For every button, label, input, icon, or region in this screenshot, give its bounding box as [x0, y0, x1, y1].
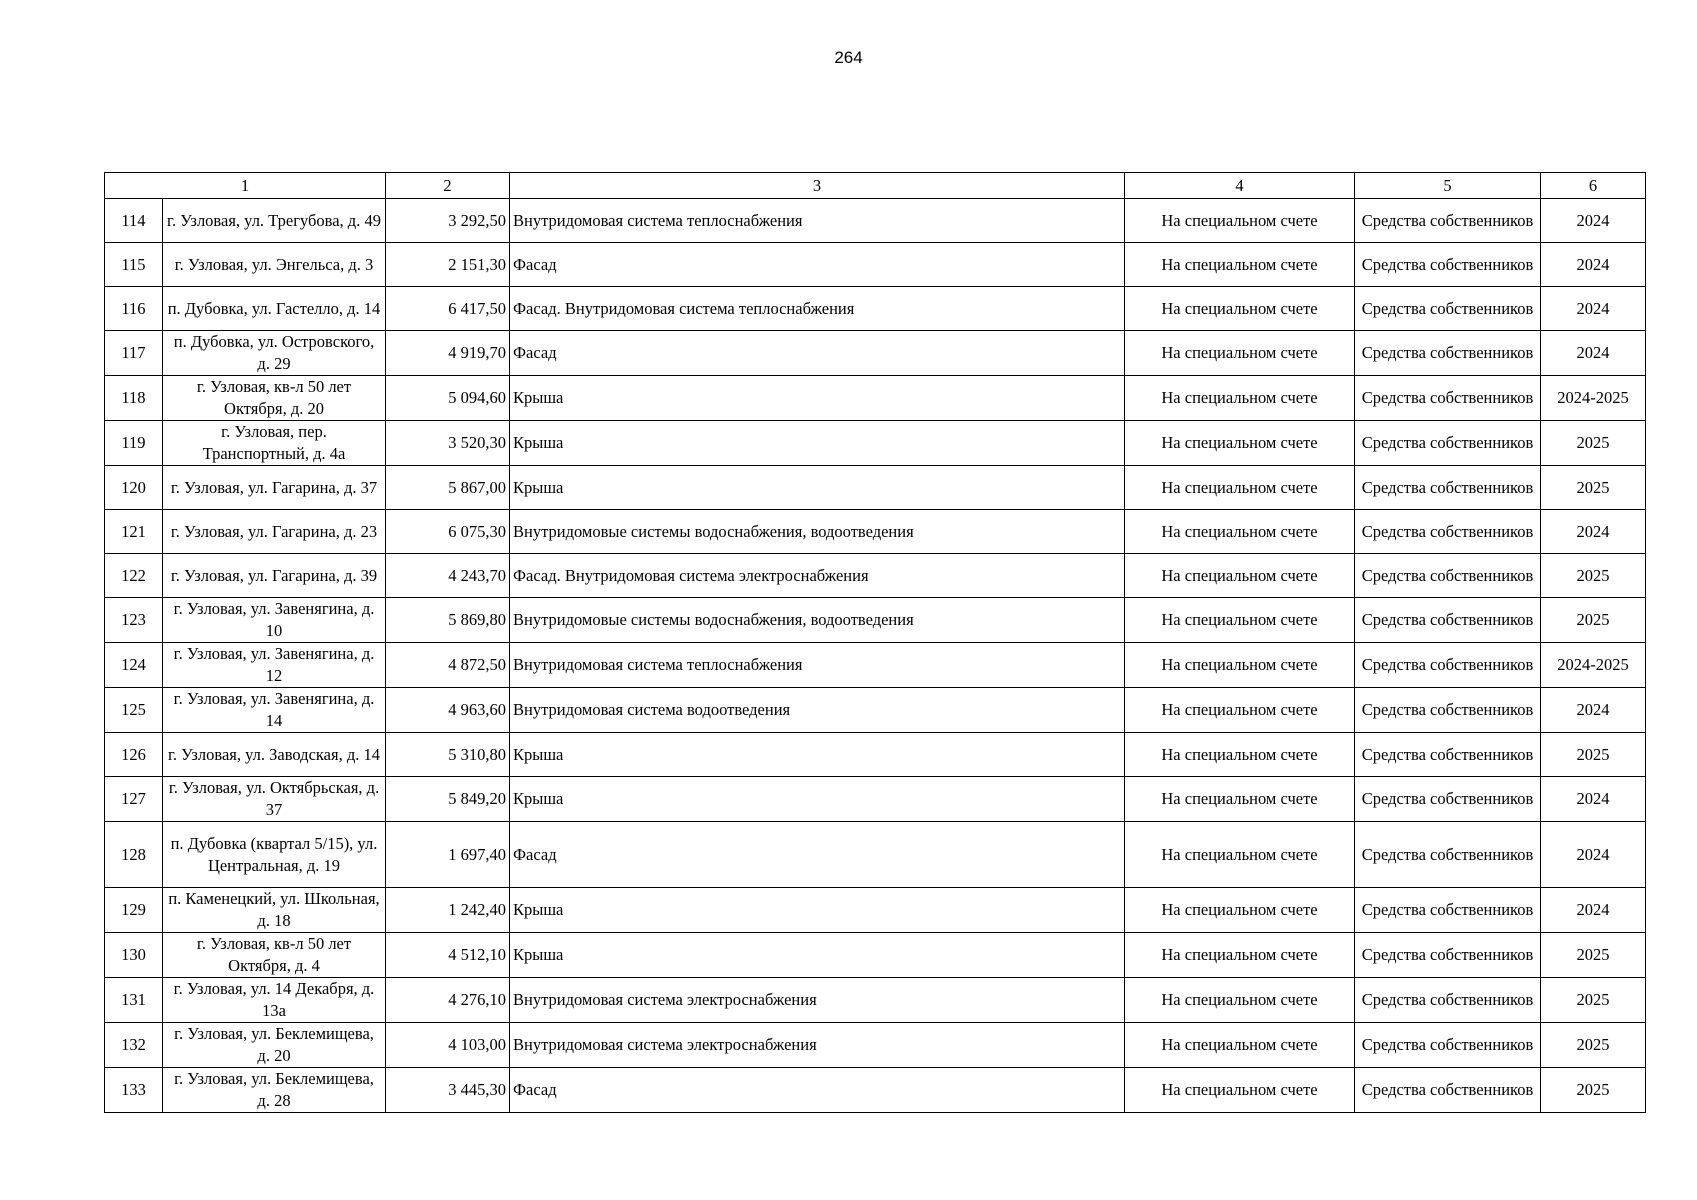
row-number: 123 [105, 598, 163, 643]
account-cell: На специальном счете [1125, 733, 1355, 777]
year-cell: 2024 [1541, 331, 1646, 376]
account-cell: На специальном счете [1125, 777, 1355, 822]
address-cell: г. Узловая, ул. Гагарина, д. 39 [163, 554, 386, 598]
works-cell: Внутридомовые системы водоснабжения, водоотведения [510, 510, 1125, 554]
row-number: 126 [105, 733, 163, 777]
row-number: 122 [105, 554, 163, 598]
table-row [105, 376, 1646, 421]
table-row [105, 287, 1646, 331]
year-cell: 2024-2025 [1541, 643, 1646, 688]
works-cell: Фасад. Внутридомовая система электроснабжения [510, 554, 1125, 598]
table-row [105, 1068, 1646, 1113]
account-cell: На специальном счете [1125, 888, 1355, 933]
funding-source-cell: Средства собственников [1355, 287, 1541, 331]
funding-source-cell: Средства собственников [1355, 376, 1541, 421]
row-number: 114 [105, 199, 163, 243]
year-cell: 2025 [1541, 421, 1646, 466]
column-header-2: 2 [386, 173, 510, 199]
area-cell: 5 869,80 [386, 598, 510, 643]
address-cell: г. Узловая, пер. Транспортный, д. 4а [163, 421, 386, 466]
funding-source-cell: Средства собственников [1355, 510, 1541, 554]
area-cell: 4 872,50 [386, 643, 510, 688]
row-number: 133 [105, 1068, 163, 1113]
row-number: 119 [105, 421, 163, 466]
account-cell: На специальном счете [1125, 598, 1355, 643]
funding-source-cell: Средства собственников [1355, 643, 1541, 688]
address-cell: г. Узловая, кв-л 50 лет Октября, д. 4 [163, 933, 386, 978]
area-cell: 5 867,00 [386, 466, 510, 510]
account-cell: На специальном счете [1125, 243, 1355, 287]
address-cell: г. Узловая, ул. Завенягина, д. 10 [163, 598, 386, 643]
funding-source-cell: Средства собственников [1355, 331, 1541, 376]
table-row [105, 978, 1646, 1023]
table-body [105, 199, 1646, 1113]
table-row [105, 331, 1646, 376]
works-cell: Внутридомовая система теплоснабжения [510, 199, 1125, 243]
year-cell: 2025 [1541, 1023, 1646, 1068]
column-header-5: 5 [1355, 173, 1541, 199]
table-row [105, 554, 1646, 598]
table-row [105, 510, 1646, 554]
address-cell: г. Узловая, ул. Завенягина, д. 12 [163, 643, 386, 688]
account-cell: На специальном счете [1125, 287, 1355, 331]
table-row [105, 598, 1646, 643]
area-cell: 4 276,10 [386, 978, 510, 1023]
column-header-4: 4 [1125, 173, 1355, 199]
works-cell: Крыша [510, 466, 1125, 510]
table-row [105, 643, 1646, 688]
account-cell: На специальном счете [1125, 978, 1355, 1023]
year-cell: 2025 [1541, 933, 1646, 978]
address-cell: г. Узловая, ул. Октябрьская, д. 37 [163, 777, 386, 822]
table-row [105, 199, 1646, 243]
column-header-1: 1 [105, 173, 386, 199]
works-cell: Крыша [510, 376, 1125, 421]
works-cell: Крыша [510, 933, 1125, 978]
year-cell: 2025 [1541, 978, 1646, 1023]
row-number: 129 [105, 888, 163, 933]
table-row [105, 688, 1646, 733]
funding-source-cell: Средства собственников [1355, 598, 1541, 643]
works-cell: Внутридомовая система водоотведения [510, 688, 1125, 733]
row-number: 120 [105, 466, 163, 510]
address-cell: г. Узловая, ул. Завенягина, д. 14 [163, 688, 386, 733]
table-row [105, 1023, 1646, 1068]
works-cell: Крыша [510, 777, 1125, 822]
works-cell: Фасад [510, 822, 1125, 888]
address-cell: г. Узловая, ул. Беклемищева, д. 20 [163, 1023, 386, 1068]
year-cell: 2025 [1541, 598, 1646, 643]
works-cell: Крыша [510, 888, 1125, 933]
address-cell: п. Дубовка (квартал 5/15), ул. Центральная, д. 19 [163, 822, 386, 888]
table-row [105, 777, 1646, 822]
row-number: 116 [105, 287, 163, 331]
account-cell: На специальном счете [1125, 1023, 1355, 1068]
funding-source-cell: Средства собственников [1355, 466, 1541, 510]
funding-source-cell: Средства собственников [1355, 199, 1541, 243]
area-cell: 4 243,70 [386, 554, 510, 598]
column-header-3: 3 [510, 173, 1125, 199]
funding-source-cell: Средства собственников [1355, 888, 1541, 933]
address-cell: г. Узловая, ул. Энгельса, д. 3 [163, 243, 386, 287]
year-cell: 2025 [1541, 554, 1646, 598]
area-cell: 4 512,10 [386, 933, 510, 978]
year-cell: 2024 [1541, 822, 1646, 888]
address-cell: п. Дубовка, ул. Гастелло, д. 14 [163, 287, 386, 331]
account-cell: На специальном счете [1125, 1068, 1355, 1113]
year-cell: 2025 [1541, 733, 1646, 777]
row-number: 121 [105, 510, 163, 554]
funding-source-cell: Средства собственников [1355, 421, 1541, 466]
table-row [105, 733, 1646, 777]
works-cell: Фасад [510, 243, 1125, 287]
funding-source-cell: Средства собственников [1355, 243, 1541, 287]
area-cell: 6 417,50 [386, 287, 510, 331]
area-cell: 3 520,30 [386, 421, 510, 466]
account-cell: На специальном счете [1125, 376, 1355, 421]
address-cell: г. Узловая, ул. Трегубова, д. 49 [163, 199, 386, 243]
area-cell: 2 151,30 [386, 243, 510, 287]
column-header-6: 6 [1541, 173, 1646, 199]
address-cell: п. Дубовка, ул. Островского, д. 29 [163, 331, 386, 376]
row-number: 132 [105, 1023, 163, 1068]
works-cell: Фасад [510, 1068, 1125, 1113]
row-number: 130 [105, 933, 163, 978]
area-cell: 1 242,40 [386, 888, 510, 933]
area-cell: 4 919,70 [386, 331, 510, 376]
capital-repair-table [104, 172, 1646, 1113]
address-cell: г. Узловая, ул. Гагарина, д. 23 [163, 510, 386, 554]
table-row [105, 888, 1646, 933]
account-cell: На специальном счете [1125, 688, 1355, 733]
area-cell: 3 445,30 [386, 1068, 510, 1113]
account-cell: На специальном счете [1125, 822, 1355, 888]
page-number: 264 [834, 48, 863, 67]
address-cell: г. Узловая, кв-л 50 лет Октября, д. 20 [163, 376, 386, 421]
address-cell: г. Узловая, ул. Заводская, д. 14 [163, 733, 386, 777]
table-row [105, 466, 1646, 510]
account-cell: На специальном счете [1125, 421, 1355, 466]
row-number: 117 [105, 331, 163, 376]
year-cell: 2024 [1541, 243, 1646, 287]
year-cell: 2024 [1541, 199, 1646, 243]
funding-source-cell: Средства собственников [1355, 688, 1541, 733]
funding-source-cell: Средства собственников [1355, 1068, 1541, 1113]
works-cell: Внутридомовые системы водоснабжения, водоотведения [510, 598, 1125, 643]
area-cell: 5 849,20 [386, 777, 510, 822]
area-cell: 3 292,50 [386, 199, 510, 243]
year-cell: 2024 [1541, 688, 1646, 733]
works-cell: Внутридомовая система теплоснабжения [510, 643, 1125, 688]
works-cell: Внутридомовая система электроснабжения [510, 1023, 1125, 1068]
year-cell: 2024 [1541, 510, 1646, 554]
area-cell: 6 075,30 [386, 510, 510, 554]
year-cell: 2024-2025 [1541, 376, 1646, 421]
works-cell: Фасад [510, 331, 1125, 376]
account-cell: На специальном счете [1125, 331, 1355, 376]
works-cell: Фасад. Внутридомовая система теплоснабжения [510, 287, 1125, 331]
year-cell: 2025 [1541, 1068, 1646, 1113]
area-cell: 1 697,40 [386, 822, 510, 888]
row-number: 115 [105, 243, 163, 287]
address-cell: г. Узловая, ул. Беклемищева, д. 28 [163, 1068, 386, 1113]
area-cell: 4 963,60 [386, 688, 510, 733]
year-cell: 2024 [1541, 287, 1646, 331]
year-cell: 2025 [1541, 466, 1646, 510]
account-cell: На специальном счете [1125, 466, 1355, 510]
table-row [105, 822, 1646, 888]
table-row [105, 933, 1646, 978]
row-number: 128 [105, 822, 163, 888]
address-cell: г. Узловая, ул. 14 Декабря, д. 13а [163, 978, 386, 1023]
funding-source-cell: Средства собственников [1355, 933, 1541, 978]
area-cell: 4 103,00 [386, 1023, 510, 1068]
year-cell: 2024 [1541, 888, 1646, 933]
area-cell: 5 310,80 [386, 733, 510, 777]
works-cell: Крыша [510, 733, 1125, 777]
account-cell: На специальном счете [1125, 933, 1355, 978]
table-row [105, 243, 1646, 287]
account-cell: На специальном счете [1125, 199, 1355, 243]
address-cell: п. Каменецкий, ул. Школьная, д. 18 [163, 888, 386, 933]
account-cell: На специальном счете [1125, 554, 1355, 598]
year-cell: 2024 [1541, 777, 1646, 822]
row-number: 125 [105, 688, 163, 733]
table-header-row [105, 173, 1646, 199]
funding-source-cell: Средства собственников [1355, 554, 1541, 598]
row-number: 124 [105, 643, 163, 688]
row-number: 127 [105, 777, 163, 822]
row-number: 131 [105, 978, 163, 1023]
works-cell: Крыша [510, 421, 1125, 466]
funding-source-cell: Средства собственников [1355, 733, 1541, 777]
account-cell: На специальном счете [1125, 643, 1355, 688]
funding-source-cell: Средства собственников [1355, 978, 1541, 1023]
address-cell: г. Узловая, ул. Гагарина, д. 37 [163, 466, 386, 510]
table-row [105, 421, 1646, 466]
works-cell: Внутридомовая система электроснабжения [510, 978, 1125, 1023]
row-number: 118 [105, 376, 163, 421]
funding-source-cell: Средства собственников [1355, 822, 1541, 888]
funding-source-cell: Средства собственников [1355, 777, 1541, 822]
area-cell: 5 094,60 [386, 376, 510, 421]
funding-source-cell: Средства собственников [1355, 1023, 1541, 1068]
account-cell: На специальном счете [1125, 510, 1355, 554]
